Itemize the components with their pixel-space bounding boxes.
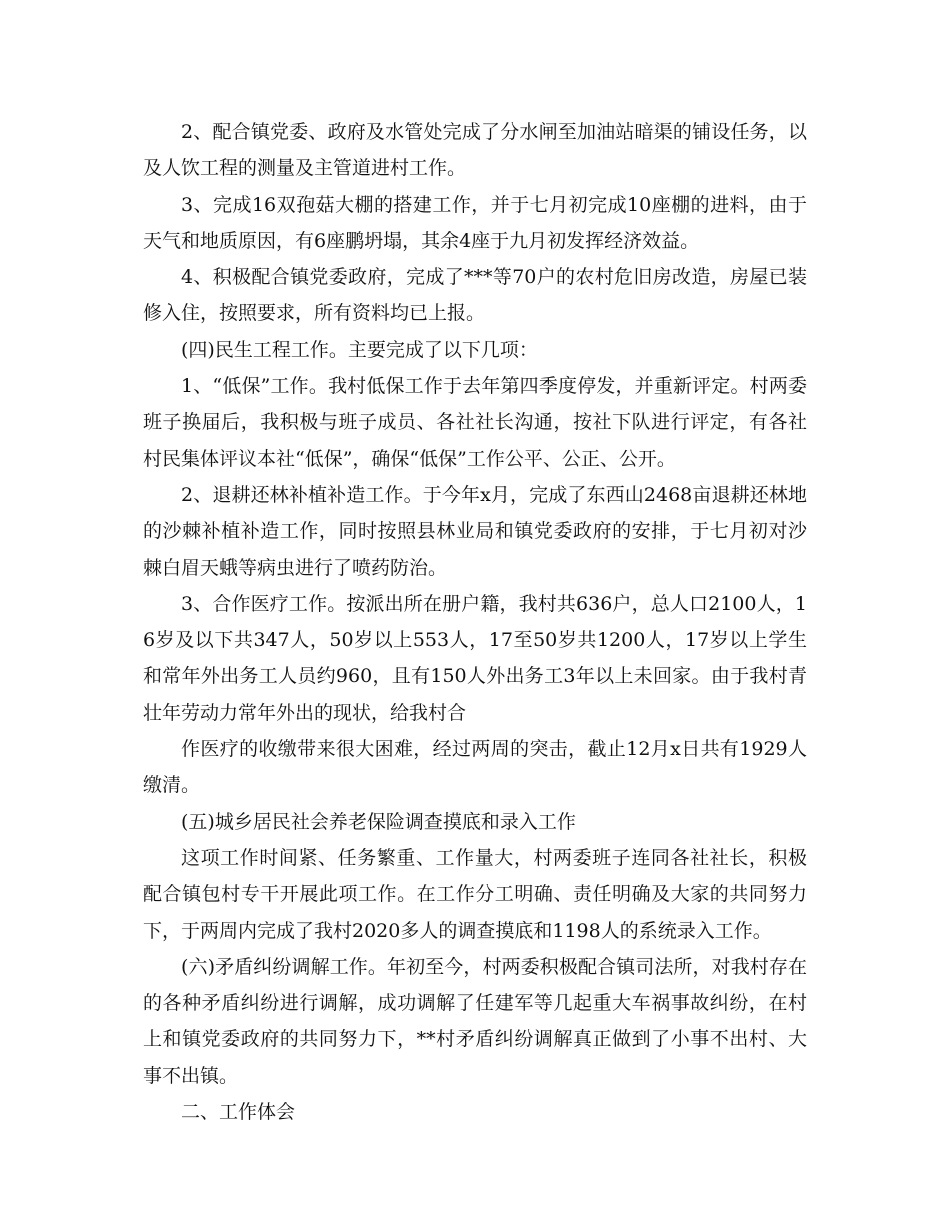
paragraph-dispute-mediation: (六)矛盾纠纷调解工作。年初至今，村两委积极配合镇司法所，对我村存在的各种矛盾纠纷进行调解，成功调解了任建军等几起重大车祸事故纠纷，在村上和镇党委政府的共同努力下，**村矛盾纠纷调解真正做到了小事不出村、大事不出镇。	[143, 955, 807, 1087]
paragraph-medical-cooperation: 3、合作医疗工作。按派出所在册户籍，我村共636户，总人口2100人，16岁及以下共347人，50岁以上553人，17至50岁共1200人，17岁以上学生和常年外出务工人员约960，且有150人外出务工3年以上未回家。由于我村青壮年劳动力常年外出的现状，给我村合	[143, 592, 807, 724]
paragraph-reforestation: 2、退耕还林补植补造工作。于今年x月，完成了东西山2468亩退耕还林地的沙棘补植补造工作，同时按照县林业局和镇党委政府的安排，于七月初对沙棘白眉天蛾等病虫进行了喷药防治。	[143, 483, 807, 579]
section-heading-experience: 二、工作体会	[181, 1101, 296, 1124]
section-heading-4: (四)民生工程工作。主要完成了以下几项：	[181, 338, 538, 361]
section-heading-5: (五)城乡居民社会养老保险调查摸底和录入工作	[181, 810, 576, 833]
paragraph-pension-survey: 这项工作时间紧、任务繁重、工作量大，村两委班子连同各社社长，积极配合镇包村专干开展此项工作。在工作分工明确、责任明确及大家的共同努力下，于两周内完成了我村2020多人的调查摸底和1198人的系统录入工作。	[143, 846, 807, 942]
paragraph-item-3: 3、完成16双孢菇大棚的搭建工作，并于七月初完成10座棚的进料，由于天气和地质原因，有6座鹏坍塌，其余4座于九月初发挥经济效益。	[143, 193, 807, 252]
paragraph-medical-continued: 作医疗的收缴带来很大困难，经过两周的突击，截止12月x日共有1929人缴清。	[143, 738, 807, 797]
paragraph-item-2: 2、配合镇党委、政府及水管处完成了分水闸至加油站暗渠的铺设任务，以及人饮工程的测量及主管道进村工作。	[143, 121, 807, 180]
document-body	[143, 114, 807, 1130]
paragraph-item-4: 4、积极配合镇党委政府，完成了***等70户的农村危旧房改造，房屋已装修入住，按照要求，所有资料均已上报。	[143, 266, 807, 325]
paragraph-low-income: 1、“低保”工作。我村低保工作于去年第四季度停发，并重新评定。村两委班子换届后，我积极与班子成员、各社社长沟通，按社下队进行评定，有各社村民集体评议本社“低保”，确保“低保”工作公平、公正、公开。	[143, 375, 807, 470]
